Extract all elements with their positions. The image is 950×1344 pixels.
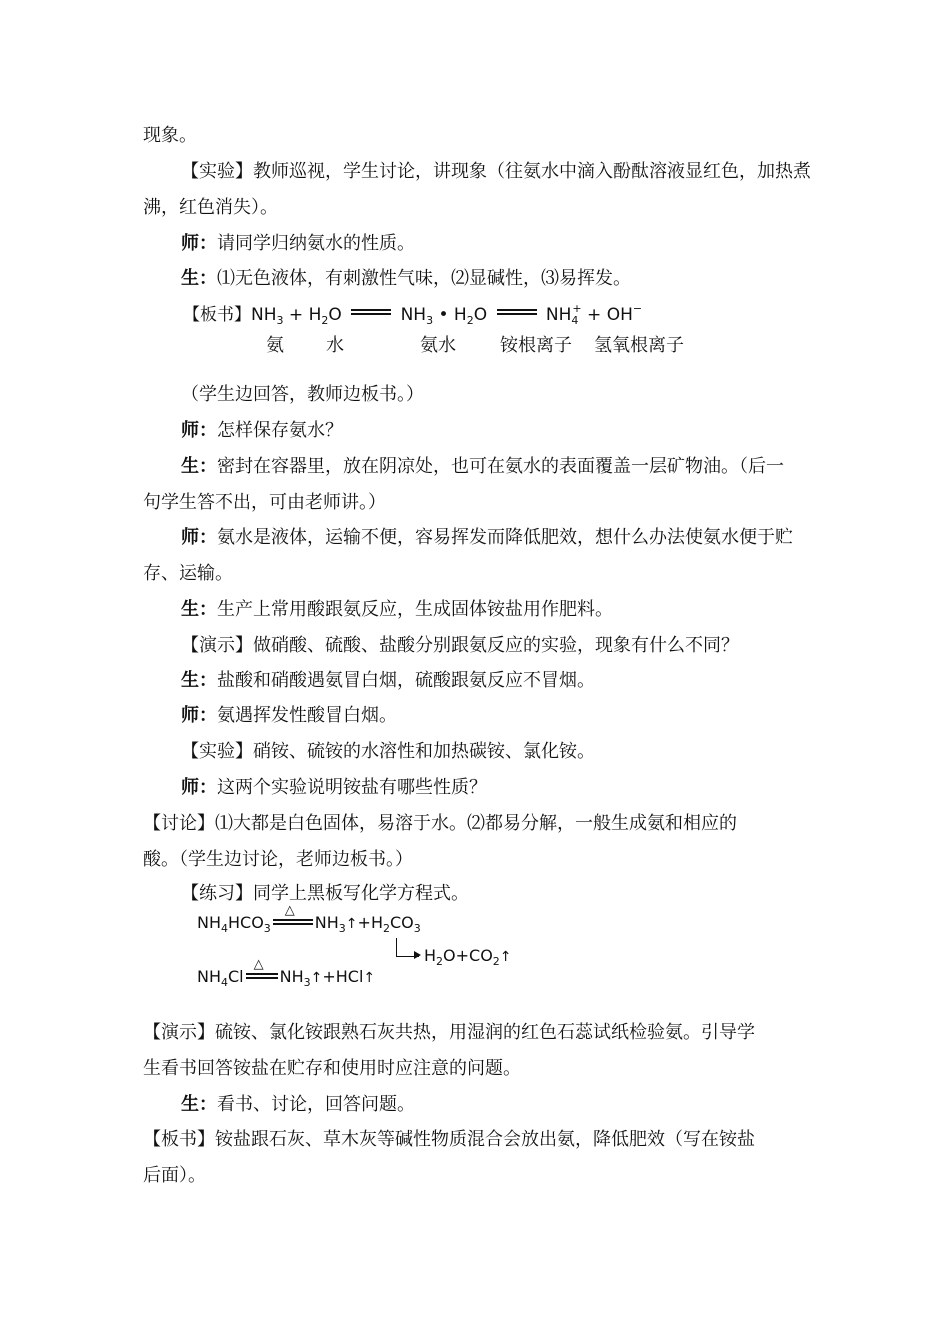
- speaker-label: 师：: [181, 777, 217, 798]
- label: 氨: [266, 335, 284, 356]
- gas-arrow-icon: ↑: [363, 970, 376, 986]
- text: 【演示】硫铵、氯化铵跟熟石灰共热，用湿润的红色石蕊试纸检验氨。引导学: [143, 1022, 755, 1043]
- text: 沸，红色消失）。: [143, 197, 278, 218]
- paragraph-continuation: [143, 1164, 206, 1188]
- board-equation: [183, 300, 642, 327]
- subscript: 4: [221, 976, 228, 989]
- subscript: 3: [276, 314, 284, 327]
- practice-equation-1: [197, 903, 421, 935]
- equation-label-water: [326, 331, 344, 357]
- speaker-label: 师：: [181, 705, 217, 726]
- text: 生产上常用酸跟氨反应，生成固体铵盐用作肥料。: [217, 599, 613, 620]
- formula: H: [308, 305, 322, 325]
- speaker-label: 生：: [181, 268, 217, 289]
- text: 【演示】做硝酸、硫酸、盐酸分别跟氨反应的实验，现象有什么不同？: [181, 635, 739, 656]
- paragraph-continuation: [143, 1057, 521, 1081]
- text: 这两个实验说明铵盐有哪些性质？: [217, 777, 487, 798]
- paragraph: [181, 776, 487, 800]
- formula: +H: [357, 913, 383, 932]
- subscript: 3: [263, 922, 271, 935]
- text: 请同学归纳氨水的性质。: [217, 233, 415, 254]
- paragraph: [181, 455, 784, 479]
- subscript: 2: [466, 314, 474, 327]
- text: 盐酸和硝酸遇氨冒白烟，硫酸跟氨反应不冒烟。: [217, 670, 595, 691]
- paragraph-continuation: [143, 562, 233, 586]
- formula: HCO: [228, 913, 264, 932]
- text: 教师巡视，学生讨论，讲现象（往氨水中滴入酚酞溶液显红色，加热煮: [253, 161, 811, 182]
- practice-equation-2: [197, 957, 376, 989]
- arrow-right-icon: [414, 951, 421, 959]
- label: 水: [326, 335, 344, 356]
- text: 【讨论】⑴大都是白色固体，易溶于水。⑵都易分解，一般生成氨和相应的: [143, 813, 737, 834]
- paragraph: [143, 1021, 755, 1045]
- text: ⑴无色液体，有刺激性气味，⑵显碱性，⑶易挥发。: [217, 268, 631, 289]
- speaker-label: 师：: [181, 527, 217, 548]
- text: 【练习】同学上黑板写化学方程式。: [181, 883, 469, 904]
- speaker-label: 师：: [181, 233, 217, 254]
- text: 句学生答不出，可由老师讲。）: [143, 492, 386, 513]
- speaker-label: 师：: [181, 420, 217, 441]
- text: 现象。: [143, 125, 197, 146]
- paragraph: [181, 267, 631, 291]
- subscript: 3: [413, 922, 421, 935]
- paragraph-continuation: [143, 196, 278, 220]
- paragraph: [181, 669, 595, 693]
- paragraph-continuation: [143, 848, 413, 872]
- label: 铵根离子: [500, 335, 572, 356]
- paragraph: [181, 704, 397, 728]
- text: 后面）。: [143, 1165, 206, 1186]
- paragraph: [181, 526, 793, 550]
- formula: Cl: [228, 967, 244, 986]
- formula: NH: [197, 967, 221, 986]
- paragraph: [143, 812, 737, 836]
- text: 酸。（学生边讨论，老师边板书。）: [143, 849, 413, 870]
- speaker-label: 生：: [181, 670, 217, 691]
- formula: O: [473, 305, 488, 325]
- formula: H: [424, 946, 437, 965]
- paragraph: [181, 1093, 415, 1117]
- subscript: 2: [436, 955, 444, 968]
- formula: NH: [251, 305, 277, 325]
- paragraph: [181, 160, 811, 184]
- gas-arrow-icon: ↑: [345, 916, 358, 932]
- paragraph: [143, 1128, 755, 1152]
- subscript: 3: [303, 976, 311, 989]
- formula: NH: [400, 305, 427, 325]
- subscript: 3: [426, 314, 434, 327]
- paragraph: [181, 419, 343, 443]
- paragraph: [181, 232, 415, 256]
- text: 氨水是液体，运输不便，容易挥发而降低肥效，想什么办法使氨水便于贮: [217, 527, 793, 548]
- heating-equals-sign: [273, 903, 313, 925]
- paragraph-continuation: [143, 491, 386, 515]
- subscript: 4: [221, 922, 228, 935]
- subscript: 2: [321, 314, 329, 327]
- equation-label-ammonium-ion: [500, 331, 572, 357]
- equals-sign: [497, 309, 537, 315]
- superscript: +: [572, 302, 582, 315]
- paragraph: [181, 383, 424, 407]
- equation-label-hydroxide-ion: [594, 331, 684, 357]
- gas-arrow-icon: ↑: [310, 970, 323, 986]
- formula: O+CO: [443, 946, 493, 965]
- formula: H: [453, 305, 467, 325]
- equation-label-ammonia-water: [420, 331, 456, 357]
- paragraph: [181, 740, 595, 764]
- text: 存、运输。: [143, 563, 233, 584]
- paragraph: [143, 124, 197, 148]
- text: 密封在容器里，放在阴凉处，也可在氨水的表面覆盖一层矿物油。（后一: [217, 456, 784, 477]
- practice-equation-decomposition: [424, 946, 512, 968]
- section-tag: 【板书】: [183, 305, 251, 325]
- equals-sign: [351, 309, 391, 315]
- text: 看书、讨论，回答问题。: [217, 1094, 415, 1115]
- section-tag: 【实验】: [181, 161, 253, 182]
- formula: NH: [279, 967, 304, 986]
- speaker-label: 生：: [181, 1094, 217, 1115]
- formula: NH: [197, 913, 221, 932]
- subscript: 3: [338, 922, 346, 935]
- gas-arrow-icon: ↑: [499, 949, 512, 965]
- text: 生看书回答铵盐在贮存和使用时应注意的问题。: [143, 1058, 521, 1079]
- formula: NH: [314, 913, 339, 932]
- paragraph: [181, 634, 739, 658]
- text: 怎样保存氨水？: [217, 420, 343, 441]
- subscript: 2: [382, 922, 390, 935]
- delta-icon: △: [284, 903, 295, 918]
- subscript: 2: [492, 955, 500, 968]
- formula: OH: [606, 305, 633, 325]
- label: 氨水: [420, 335, 456, 356]
- equation-label-ammonia: [266, 331, 284, 357]
- delta-icon: △: [253, 957, 264, 972]
- superscript: −: [632, 302, 643, 315]
- text: 【板书】铵盐跟石灰、草木灰等碱性物质混合会放出氨，降低肥效（写在铵盐: [143, 1129, 755, 1150]
- speaker-label: 生：: [181, 456, 217, 477]
- paragraph: [181, 882, 469, 906]
- paragraph: [181, 598, 613, 622]
- formula: NH: [545, 305, 572, 325]
- text: 氨遇挥发性酸冒白烟。: [217, 705, 397, 726]
- subscript: 4: [571, 314, 579, 327]
- operator: +: [288, 305, 304, 325]
- formula: +HCl: [322, 967, 364, 986]
- speaker-label: 生：: [181, 599, 217, 620]
- formula: O: [328, 305, 342, 325]
- label: 氢氧根离子: [594, 335, 684, 356]
- operator: +: [587, 305, 602, 325]
- heating-equals-sign: [246, 957, 278, 979]
- formula: CO: [389, 913, 414, 932]
- text: 【实验】硝铵、硫铵的水溶性和加热碳铵、氯化铵。: [181, 741, 595, 762]
- dot-operator: •: [438, 305, 449, 325]
- text: （学生边回答，教师边板书。）: [181, 384, 424, 405]
